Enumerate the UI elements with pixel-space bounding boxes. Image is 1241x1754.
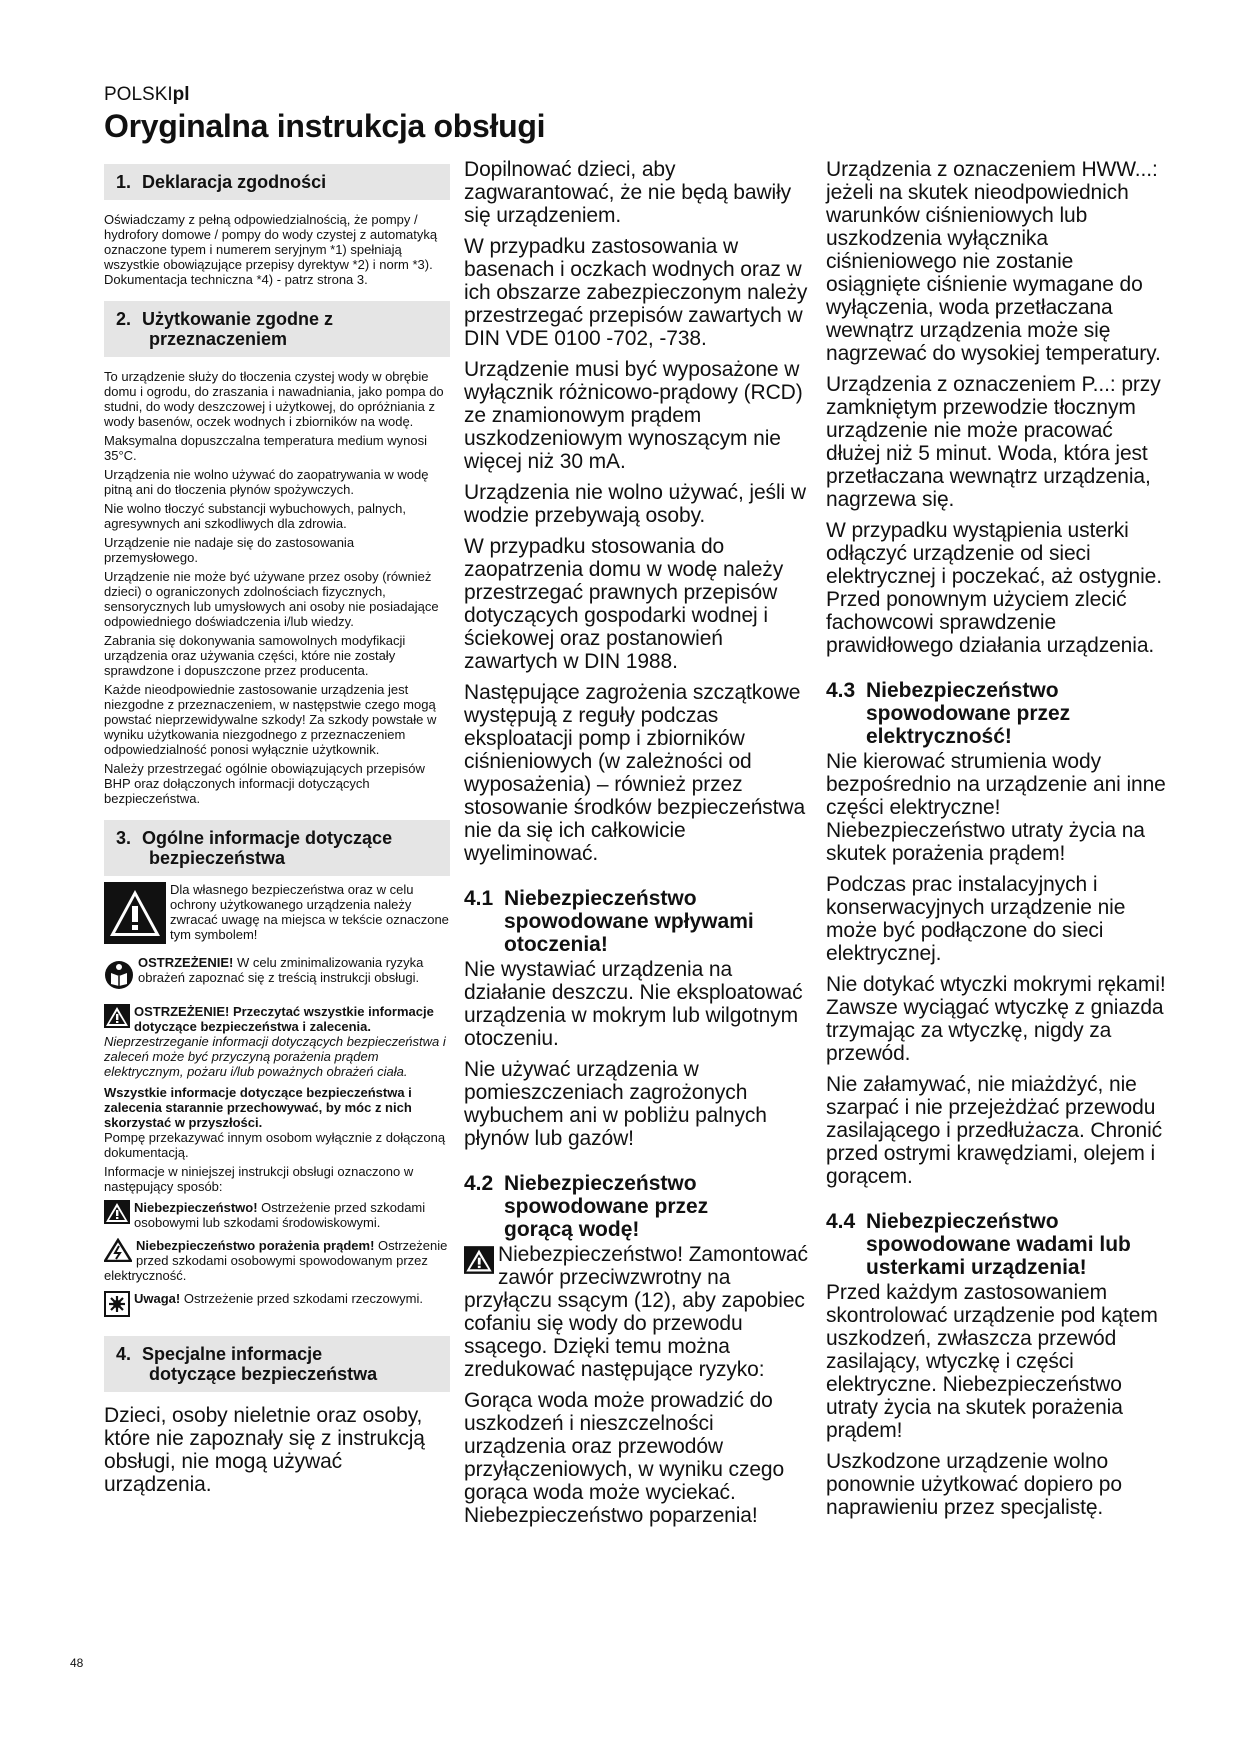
paragraph: Zabrania się dokonywania samowolnych modyfikacji urządzenia oraz używania części, które nie zostały sprawdzone i dopuszczone przez producenta. xyxy=(104,633,406,678)
caution-icon xyxy=(104,1291,130,1322)
symbol-text: Dla własnego bezpieczeństwa oraz w celu ochrony użytkowanego urządzenia należy zwracać uwagę na miejsca w tekście oznaczone tym symbolem! xyxy=(170,882,449,942)
caution-legend: Uwaga! Ostrzeżenie przed szkodami rzeczowymi. xyxy=(104,1291,450,1322)
paragraph: W przypadku wystąpienia usterki odłączyć urządzenie od sieci elektrycznej i poczekać, aż ostygnie. Przed ponownym użyciem zlecić fachowcowi sprawdzenie prawidłowego działania urządzenia. xyxy=(826,519,1162,657)
section-1-heading: 1. Deklaracja zgodności xyxy=(104,164,450,200)
hot-water-danger-note: Niebezpieczeństwo! Zamontować zawór przeciwzwrotny na przyłączu ssącym (12), aby zapobiec cofaniu się wody do przewodu ssącego. Dzięki temu można zredukować następujące ryzyko: xyxy=(464,1243,808,1381)
column-2 xyxy=(464,158,809,1535)
paragraph: Urządzenia z oznaczeniem HWW...: jeżeli na skutek nieodpowiednich warunków ciśnieniowych lub uszkodzenia wyłącznika ciśnieniowego nie zostanie osiągnięte ciśnienie wymagane do wyłączenia, woda przetłaczana wewnątrz urządzenia może się nagrzewać do wysokiej temperatury. xyxy=(826,158,1161,365)
paragraph: Urządzenia nie wolno używać do zaopatrywania w wodę pitną ani do tłoczenia płynów spożywczych. xyxy=(104,467,429,497)
warning-triangle-icon xyxy=(104,1004,130,1031)
keep-instructions-bold: Wszystkie informacje dotyczące bezpieczeństwa i zalecenia starannie przechowywać, by móc z nich skorzystać w przyszłości. xyxy=(104,1085,412,1130)
danger-legend: Niebezpieczeństwo! Ostrzeżenie przed szkodami osobowymi lub szkodami środowiskowymi. xyxy=(104,1200,450,1230)
heading-4-1: 4.1 Niebezpieczeństwo spowodowane wpływami otoczenia! xyxy=(464,887,754,956)
read-warning-bold: OSTRZEŻENIE! xyxy=(138,955,234,970)
page-number: 48 xyxy=(70,1656,84,1670)
column-3 xyxy=(826,158,1171,1527)
read-manual-note xyxy=(104,955,450,1000)
section-2-heading: 2. Użytkowanie zgodne z przeznaczeniem xyxy=(104,301,450,357)
paragraph: Dzieci, osoby nieletnie oraz osoby, które nie zapoznały się z instrukcją obsługi, nie mogą używać urządzenia. xyxy=(104,1404,425,1496)
paragraph: Nie wystawiać urządzenia na działanie deszczu. Nie eksploatować urządzenia w mokrym lub wilgotnym otoczeniu. xyxy=(464,958,803,1050)
paragraph: Nie wolno tłoczyć substancji wybuchowych, palnych, agresywnych ani szkodliwych dla zdrowia. xyxy=(104,501,407,531)
paragraph: Następujące zagrożenia szczątkowe występują z reguły podczas eksploatacji pomp i zbiorników ciśnieniowych (w zależności od wyposażenia) – również przez stosowanie środków bezpieczeństwa nie da się ich całkowicie wyeliminować. xyxy=(464,681,806,865)
page-title: Oryginalna instrukcja obsługi xyxy=(104,108,546,144)
paragraph: Urządzenie nie może być używane przez osoby (również dzieci) o ograniczonych zdolnościach fizycznych, sensorycznych lub umysłowych ani osoby nie posiadające odpowiedniego doświadczenia i/lub wiedzy. xyxy=(104,569,439,629)
read-manual-icon xyxy=(104,955,134,1000)
paragraph: Nie kierować strumienia wody bezpośrednio na urządzenie ani inne części elektryczne! Niebezpieczeństwo utraty życia na skutek porażenia prądem! xyxy=(826,750,1166,865)
paragraph: Dopilnować dzieci, aby zagwarantować, że nie będą bawiły się urządzeniem. xyxy=(464,158,792,227)
paragraph: Nie załamywać, nie miażdżyć, nie szarpać i nie przejeżdżać przewodu zasilającego i przedłużacza. Chronić przed ostrymi krawędziami, olejem i gorącem. xyxy=(826,1073,1163,1188)
marking-intro: Informacje w niniejszej instrukcji obsługi oznaczono w następujący sposób: xyxy=(104,1164,414,1194)
paragraph: Należy przestrzegać ogólnie obowiązujących przepisów BHP oraz dołączonych informacji dotyczących bezpieczeństwa. xyxy=(104,761,425,806)
paragraph: Urządzenia nie wolno używać, jeśli w wodzie przebywają osoby. xyxy=(464,481,806,527)
paragraph: Przed każdym zastosowaniem skontrolować urządzenie pod kątem uszkodzeń, zwłaszcza przewód zasilający, wtyczkę i części elektryczne. Niebezpieczeństwo utraty życia na skutek porażenia prądem! xyxy=(826,1281,1158,1442)
section-4-heading: 4. Specjalne informacje dotyczące bezpieczeństwa xyxy=(104,1336,450,1392)
heading-4-3: 4.3 Niebezpieczeństwo spowodowane przez elektryczność! xyxy=(826,679,1071,748)
paragraph: Urządzenia z oznaczeniem P...: przy zamkniętym przewodzie tłocznym urządzenie nie może pracować dłużej niż 5 minut. Woda, która jest przetłaczana wewnątrz urządzenia, nagrzewa się. xyxy=(826,373,1161,511)
section-1-text: Oświadczamy z pełną odpowiedzialnością, że pompy / hydrofory domowe / pompy do wody czystej z automatyką oznaczone typem i numerem seryjnym *1) spełniają wszystkie obowiązujące przepisy dyrektyw *2) i norm *3). Dokumentacja techniczna *4) - patrz strona 3. xyxy=(104,212,438,287)
language-label: POLSKIpl xyxy=(104,84,190,105)
shock-legend: Niebezpieczeństwo porażenia prądem! Ostrzeżenie przed szkodami osobowymi spowodowanym przez elektryczność. xyxy=(104,1238,448,1283)
paragraph: Uszkodzone urządzenie wolno ponownie użytkować dopiero po naprawieniu przez specjalistę. xyxy=(826,1450,1122,1519)
safety-symbol-note xyxy=(104,882,450,949)
paragraph: Urządzenie nie nadaje się do zastosowania przemysłowego. xyxy=(104,535,355,565)
warning-read-all: OSTRZEŻENIE! Przeczytać wszystkie informacje dotyczące bezpieczeństwa i zalecenia. Nieprzestrzeganie informacji dotyczących bezpieczeństwa i zaleceń może być przyczyną porażenia prądem elektrycznym, pożaru i/lub poważnych obrażeń ciała. xyxy=(104,1004,446,1079)
paragraph: Nie używać urządzenia w pomieszczeniach zagrożonych wybuchem ani w pobliżu palnych płynów lub gazów! xyxy=(464,1058,767,1150)
paragraph: W przypadku zastosowania w basenach i oczkach wodnych oraz w ich obszarze zabezpieczonym należy przestrzegać przepisów zawartych w DIN VDE 0100 -702, -738. xyxy=(464,235,808,350)
paragraph: W przypadku stosowania do zaopatrzenia domu w wodę należy przestrzegać prawnych przepisów dotyczących gospodarki wodnej i ściekowej oraz postanowień zawartych w DIN 1988. xyxy=(464,535,784,673)
electric-shock-icon xyxy=(104,1238,132,1265)
paragraph: Podczas prac instalacyjnych i konserwacyjnych urządzenie nie może być podłączone do sieci elektrycznej. xyxy=(826,873,1126,965)
heading-4-2: 4.2 Niebezpieczeństwo spowodowane przez gorącą wodę! xyxy=(464,1172,709,1241)
warning-triangle-icon xyxy=(104,1200,130,1227)
column-1 xyxy=(104,158,450,1504)
paragraph: To urządzenie służy do tłoczenia czystej wody w obrębie domu i ogrodu, do zraszania i nawadniania, jako pompa do studni, do wody deszczowej i użytkowej, do opróżniania z wody basenów, oczek wodnych i zbiorników na wodę. xyxy=(104,369,444,429)
warning-triangle-icon xyxy=(464,1246,494,1279)
section-3-heading: 3. Ogólne informacje dotyczące bezpieczeństwa xyxy=(104,820,450,876)
paragraph: Każde nieodpowiednie zastosowanie urządzenia jest niezgodne z przeznaczeniem, w następstwie czego mogą powstać nieprzewidywalne szkody! Za szkody powstałe w wyniku użytkowania niezgodnego z przeznaczeniem odpowiedzialność ponosi wyłącznie użytkownik. xyxy=(104,682,437,757)
warning-triangle-icon xyxy=(104,882,166,949)
heading-4-4: 4.4 Niebezpieczeństwo spowodowane wadami lub usterkami urządzenia! xyxy=(826,1210,1131,1279)
read-warning-text: W celu zminimalizowania ryzyka obrażeń zapoznać się z treścią instrukcji obsługi. xyxy=(138,955,424,985)
pass-on-text: Pompę przekazywać innym osobom wyłącznie z dołączoną dokumentacją. xyxy=(104,1130,446,1160)
paragraph: Urządzenie musi być wyposażone w wyłącznik różnicowo-prądowy (RCD) ze znamionowym prądem uszkodzeniowym wynoszącym nie więcej niż 30 mA. xyxy=(464,358,803,473)
paragraph: Nie dotykać wtyczki mokrymi rękami! Zawsze wyciągać wtyczkę z gniazda trzymając za wtyczkę, nigdy za przewód. xyxy=(826,973,1166,1065)
paragraph: Maksymalna dopuszczalna temperatura medium wynosi 35°C. xyxy=(104,433,427,463)
paragraph: Gorąca woda może prowadzić do uszkodzeń i nieszczelności urządzenia oraz przewodów przyłączeniowych, w wyniku czego gorąca woda może wyciekać. Niebezpieczeństwo poparzenia! xyxy=(464,1389,785,1527)
